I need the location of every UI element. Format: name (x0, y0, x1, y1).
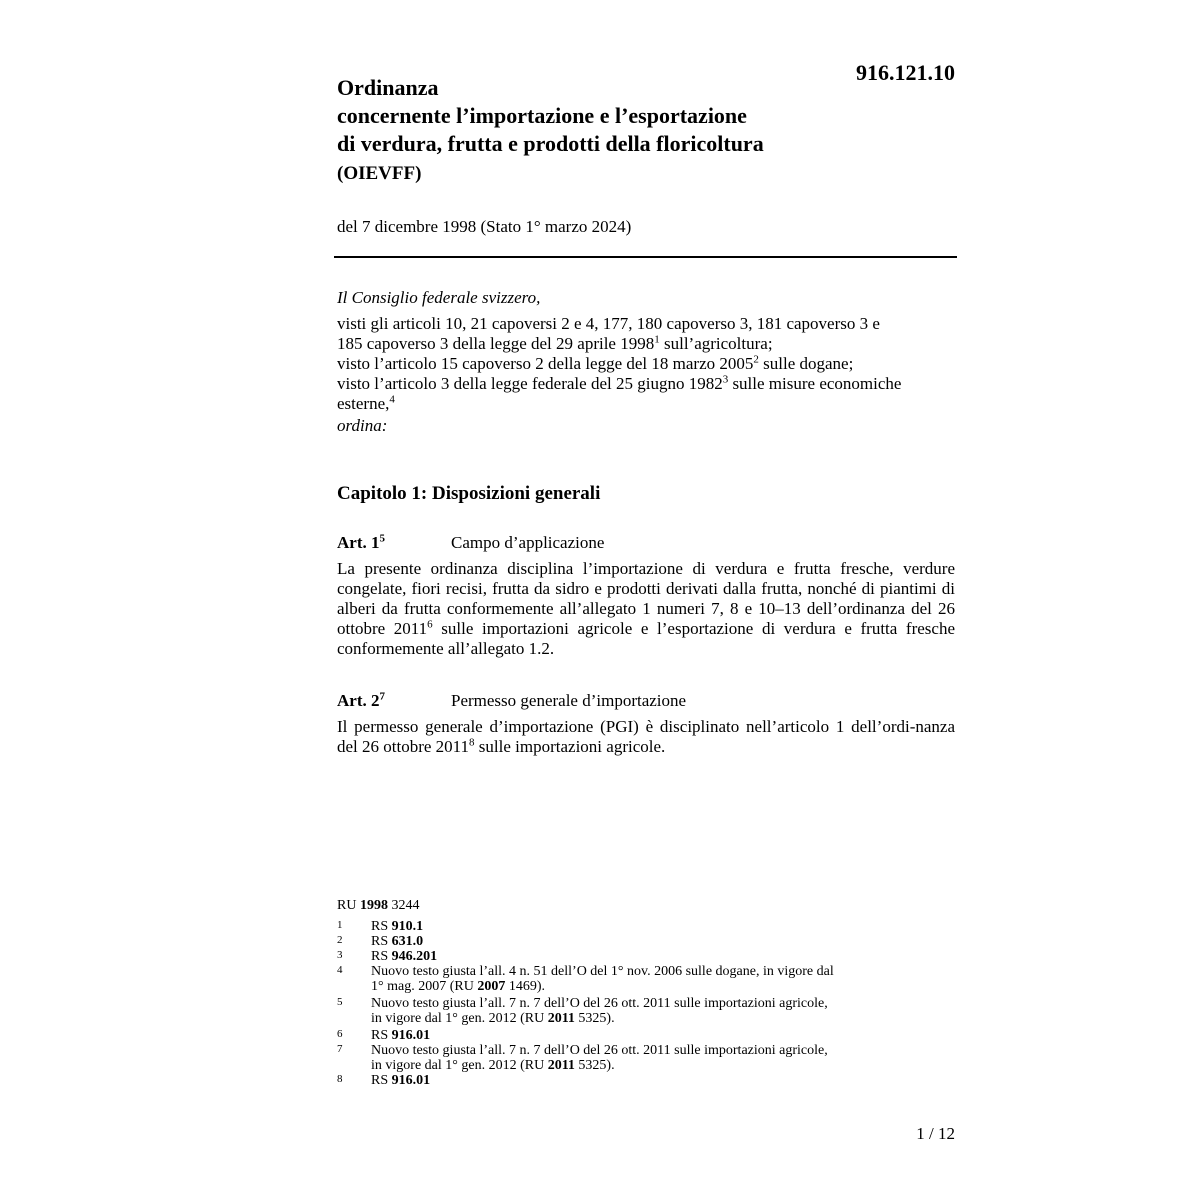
footnote-ref-number: 946.201 (391, 949, 438, 964)
footnote-ref[interactable]: 2 (753, 353, 759, 366)
footnote-line: 5325). (574, 1011, 615, 1026)
article-title: Permesso generale d’importazione (451, 691, 687, 710)
footnote-4 (337, 964, 937, 994)
article-text: sulle importazioni agricole e l’esportazione di verdura e frutta fresche conformemente all’allegato 1.2. (337, 619, 956, 658)
footnote-number: 5 (337, 996, 343, 1008)
footnote-ref[interactable]: 4 (389, 393, 395, 406)
footnote-text (371, 1043, 937, 1073)
page-number: 1 / 12 (916, 1124, 955, 1143)
title-line-2: concernente l’importazione e l’esportazione (337, 103, 747, 128)
preamble-authority: Il Consiglio federale svizzero, (337, 288, 541, 307)
preamble-line (337, 374, 955, 394)
footnotes (337, 919, 937, 1088)
footnote-line: Nuovo testo giusta l’all. 7 n. 7 dell’O del 26 ott. 2011 sulle importazioni agricole, (371, 996, 828, 1011)
preamble-ordina: ordina: (337, 416, 388, 435)
footnote-8 (337, 1073, 937, 1088)
footnote-ref[interactable]: 8 (469, 736, 475, 749)
footnote-number: 8 (337, 1073, 343, 1085)
preamble-line (337, 354, 955, 374)
footnote-text (371, 964, 937, 994)
footnote-2 (337, 934, 937, 949)
preamble-text: sulle dogane; (758, 354, 854, 373)
footnote-year: 2011 (547, 1011, 575, 1026)
footnote-ref-number: 631.0 (391, 934, 424, 949)
ru-page: 3244 (387, 898, 420, 913)
chapter-heading: Capitolo 1: Disposizioni generali (337, 483, 601, 504)
article-text: sulle importazioni agricole. (474, 737, 666, 756)
footnote-prefix: RS (371, 1073, 392, 1088)
footnote-6 (337, 1028, 937, 1043)
title-line-3: di verdura, frutta e prodotti della floricoltura (337, 131, 764, 156)
preamble-line (337, 314, 955, 334)
footnote-3 (337, 949, 937, 964)
footnote-line: Nuovo testo giusta l’all. 7 n. 7 dell’O del 26 ott. 2011 sulle importazioni agricole, (371, 1043, 828, 1058)
official-compilation-ref (337, 898, 419, 914)
article-1 (337, 533, 955, 659)
title-abbreviation: (OIEVFF) (337, 163, 422, 184)
footnote-ref-number: 916.01 (391, 1028, 431, 1043)
document-title (337, 74, 837, 188)
article-body (337, 559, 955, 659)
footnote-year: 2007 (477, 979, 506, 994)
footnote-line: 5325). (574, 1058, 615, 1073)
footnote-number: 2 (337, 934, 343, 946)
footnote-ref-number: 910.1 (391, 919, 424, 934)
footnote-prefix: RS (371, 949, 392, 964)
preamble-text: visto l’articolo 15 capoverso 2 della legge del 18 marzo 2005 (337, 354, 754, 373)
footnote-ref[interactable]: 5 (379, 532, 385, 545)
footnote-ref-number: 916.01 (391, 1073, 431, 1088)
article-number (337, 691, 451, 711)
article-text: Il permesso generale d’importazione (PGI) è disciplinato nell’articolo 1 dell’ordi-nanza del 26 ottobre 2011 (337, 717, 955, 756)
footnote-text (371, 919, 937, 934)
ru-prefix: RU (337, 898, 360, 913)
preamble-text: visti gli articoli 10, 21 capoversi 2 e 4, 177, 180 capoverso 3, 181 capoverso 3 e (337, 314, 880, 333)
article-text: La presente ordinanza disciplina l’importazione di verdura e frutta fresche, verdure congelate, fiori recisi, frutta da sidro e prodotti derivati dalla frutta, nonché di piantimi di alberi da frutta conformemente all’allegato 1 numeri 7, 8 e 10–13 dell’ordinanza del 26 ottobre 2011 (337, 559, 955, 638)
article-title: Campo d’applicazione (451, 533, 605, 552)
footnote-5 (337, 996, 937, 1026)
systematic-number: 916.121.10 (856, 60, 955, 85)
ru-year: 1998 (359, 898, 388, 913)
footnote-text (371, 996, 937, 1026)
preamble-line (337, 334, 955, 354)
footnote-number: 6 (337, 1028, 343, 1040)
footnote-ref[interactable]: 7 (379, 690, 385, 703)
article-heading (337, 691, 955, 711)
header-divider (334, 256, 957, 258)
title-line-1: Ordinanza (337, 75, 439, 100)
footnote-number: 7 (337, 1043, 343, 1055)
footnote-number: 3 (337, 949, 343, 961)
document-date: del 7 dicembre 1998 (Stato 1° marzo 2024) (337, 217, 632, 236)
footnote-text (371, 1028, 937, 1043)
preamble-text: esterne, (337, 394, 390, 413)
footnote-line: in vigore dal 1° gen. 2012 (RU (371, 1011, 548, 1026)
footnote-text (371, 1073, 937, 1088)
footnote-ref[interactable]: 6 (427, 618, 433, 631)
footnote-prefix: RS (371, 1028, 392, 1043)
article-number-text: Art. 2 (337, 691, 380, 710)
footnote-1 (337, 919, 937, 934)
footnote-text (371, 949, 937, 964)
article-body (337, 717, 955, 757)
footnote-line: 1469). (505, 979, 545, 994)
footnote-text (371, 934, 937, 949)
article-number (337, 533, 451, 553)
article-number-text: Art. 1 (337, 533, 380, 552)
footnote-prefix: RS (371, 919, 392, 934)
preamble-text: 185 capoverso 3 della legge del 29 aprile 1998 (337, 334, 655, 353)
footnote-ref[interactable]: 1 (654, 333, 660, 346)
footnote-line: 1° mag. 2007 (RU (371, 979, 478, 994)
footnote-number: 4 (337, 964, 343, 976)
preamble (337, 288, 955, 436)
footnote-line: Nuovo testo giusta l’all. 4 n. 51 dell’O del 1° nov. 2006 sulle dogane, in vigore dal (371, 964, 834, 979)
footnote-number: 1 (337, 919, 343, 931)
preamble-text: visto l’articolo 3 della legge federale del 25 giugno 1982 (337, 374, 723, 393)
footnote-ref[interactable]: 3 (722, 373, 729, 386)
footnote-line: in vigore dal 1° gen. 2012 (RU (371, 1058, 548, 1073)
footnote-year: 2011 (547, 1058, 575, 1073)
preamble-line (337, 394, 955, 414)
footnote-7 (337, 1043, 937, 1073)
article-2 (337, 691, 955, 757)
preamble-text: sulle misure economiche (728, 374, 902, 393)
preamble-text: sull’agricoltura; (659, 334, 773, 353)
article-heading (337, 533, 955, 553)
footnote-prefix: RS (371, 934, 392, 949)
